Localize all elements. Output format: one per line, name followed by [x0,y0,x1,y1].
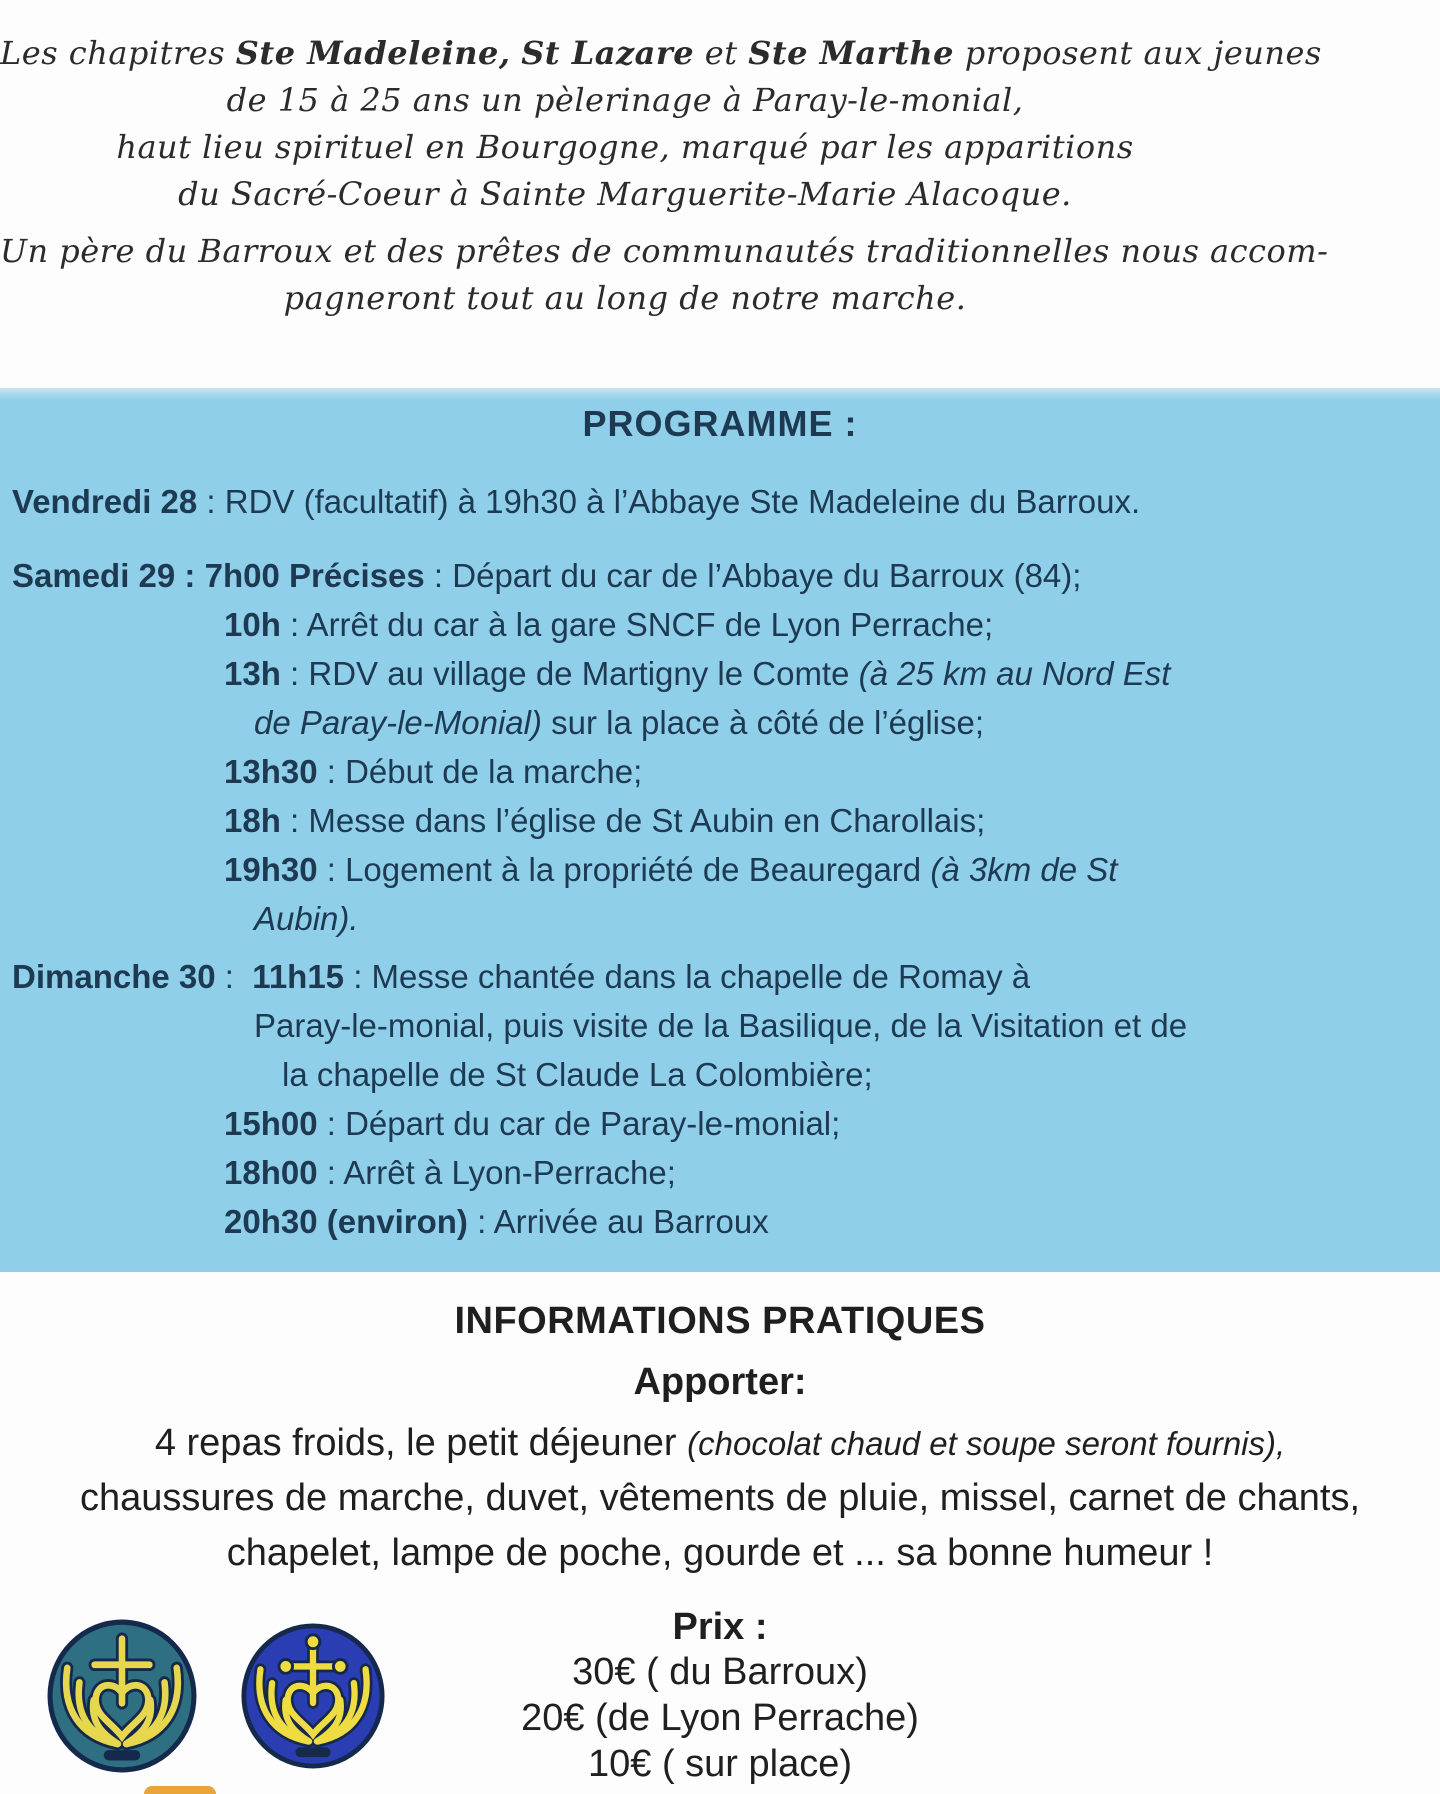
text-line [0,275,1250,322]
intro-paragraphs [0,0,1329,322]
text-line [0,1004,1440,1048]
text-run: St Lazare [521,34,695,72]
text-run: Les chapitres [0,34,236,72]
text-run: 10€ ( sur place) [587,1743,852,1785]
text-line [0,1053,1440,1097]
text-line [0,1151,1440,1195]
text-run: Samedi 29 : 7h00 Précises [12,557,425,594]
text-line [0,1649,1440,1695]
text-run: Ste Marthe [748,34,955,72]
chapter-badge-right [240,1622,386,1770]
text-run: (chocolat chaud et soupe seront fournis), [687,1425,1286,1462]
text-run: de 15 à 25 ans un pèlerinage à Paray-le-monial, [226,81,1024,119]
programme-title: PROGRAMME : [582,403,858,444]
text-run: : Messe dans l’église de St Aubin en Charollais; [280,802,986,839]
text-line [0,228,1329,275]
text-line [0,955,1440,999]
text-run: chapelet, lampe de poche, gourde et ... sa bonne humeur ! [226,1532,1214,1574]
badge-caption-blob [104,1750,140,1760]
text-run: 18h [224,802,281,839]
text-line [0,701,1440,745]
text-run: : Départ du car de Paray-le-monial; [317,1105,841,1142]
text-line [0,1741,1440,1787]
text-run: la chapelle de St Claude La Colombière; [282,1056,873,1093]
text-line [0,1471,1440,1526]
text-run: : Arrêt à Lyon-Perrache; [317,1154,676,1191]
text-run: du Sacré-Coeur à Sainte Marguerite-Marie Alacoque. [178,175,1072,213]
text-line [0,1526,1440,1581]
text-line [0,897,1440,941]
chapter-badge-left [46,1618,198,1774]
infos-section [0,1272,1440,1787]
text-line [0,1695,1440,1741]
text-run: : [215,958,253,995]
apporter-heading: Apporter: [633,1361,807,1403]
text-run: : Début de la marche; [317,753,643,790]
text-run: : Arrêt du car à la gare SNCF de Lyon Perrache; [280,606,994,643]
text-run: Paray-le-monial, puis visite de la Basilique, de la Visitation et de [254,1007,1188,1044]
text-run [511,34,522,72]
text-line [0,77,1250,124]
text-line [0,171,1250,218]
infos-title: INFORMATIONS PRATIQUES [454,1300,986,1342]
text-run: 20h30 (environ) [224,1203,468,1240]
text-run: 19h30 [224,851,318,888]
text-run: : Départ du car de l’Abbaye du Barroux (84); [424,557,1082,594]
text-run: sur la place à côté de l’église; [541,704,985,741]
text-line [0,30,1322,77]
prix-list [0,1649,1440,1787]
text-run: 4 repas froids, le petit déjeuner [154,1422,688,1464]
text-run: proposent aux jeunes [954,34,1322,72]
text-run: haut lieu spirituel en Bourgogne, marqué par les apparitions [116,128,1134,166]
text-run: : Logement à la propriété de Beauregard [317,851,931,888]
text-run: Aubin). [254,900,359,937]
text-run: Vendredi 28 [12,483,198,520]
text-line [0,1416,1440,1471]
programme-schedule [0,480,1440,1244]
text-line [0,1200,1440,1244]
text-line [0,124,1250,171]
text-run: 13h [224,655,281,692]
text-line [0,480,1440,524]
text-run: (à 3km de St [930,851,1118,888]
text-run: 30€ ( du Barroux) [572,1651,868,1693]
text-line [0,652,1440,696]
text-run: 10h [224,606,281,643]
prix-heading: Prix : [672,1606,768,1648]
text-run: chaussures de marche, duvet, vêtements de pluie, missel, carnet de chants, [80,1477,1360,1519]
badge-caption-blob [295,1747,330,1757]
apporter-list [0,1416,1440,1581]
text-run: 15h00 [224,1105,318,1142]
text-run: 20€ (de Lyon Perrache) [521,1697,919,1739]
text-run: 13h30 [224,753,318,790]
text-run: Dimanche 30 [12,958,216,995]
text-run: 18h00 [224,1154,318,1191]
text-run: (à 25 km au Nord Est [858,655,1171,692]
text-run: pagneront tout au long de notre marche. [283,279,967,317]
text-run: Un père du Barroux et des prêtes de communautés traditionnelles nous accom- [0,232,1329,270]
text-line [0,554,1440,598]
text-run: de Paray-le-Monial) [254,704,542,741]
programme-section [0,388,1440,1272]
text-run: : RDV au village de Martigny le Comte [280,655,859,692]
text-line [0,603,1440,647]
cutoff-logo-fragment [144,1786,216,1794]
text-line [0,750,1440,794]
text-run: 11h15 [252,958,345,995]
text-run: : RDV (facultatif) à 19h30 à l’Abbaye Ste Madeleine du Barroux. [197,483,1141,520]
text-run: Ste Madeleine, [235,34,511,72]
text-line [0,848,1440,892]
text-line [0,1102,1440,1146]
text-run: et [694,34,749,72]
text-line [0,799,1440,843]
text-run: : Arrivée au Barroux [467,1203,769,1240]
text-run: : Messe chantée dans la chapelle de Romay à [344,958,1031,995]
